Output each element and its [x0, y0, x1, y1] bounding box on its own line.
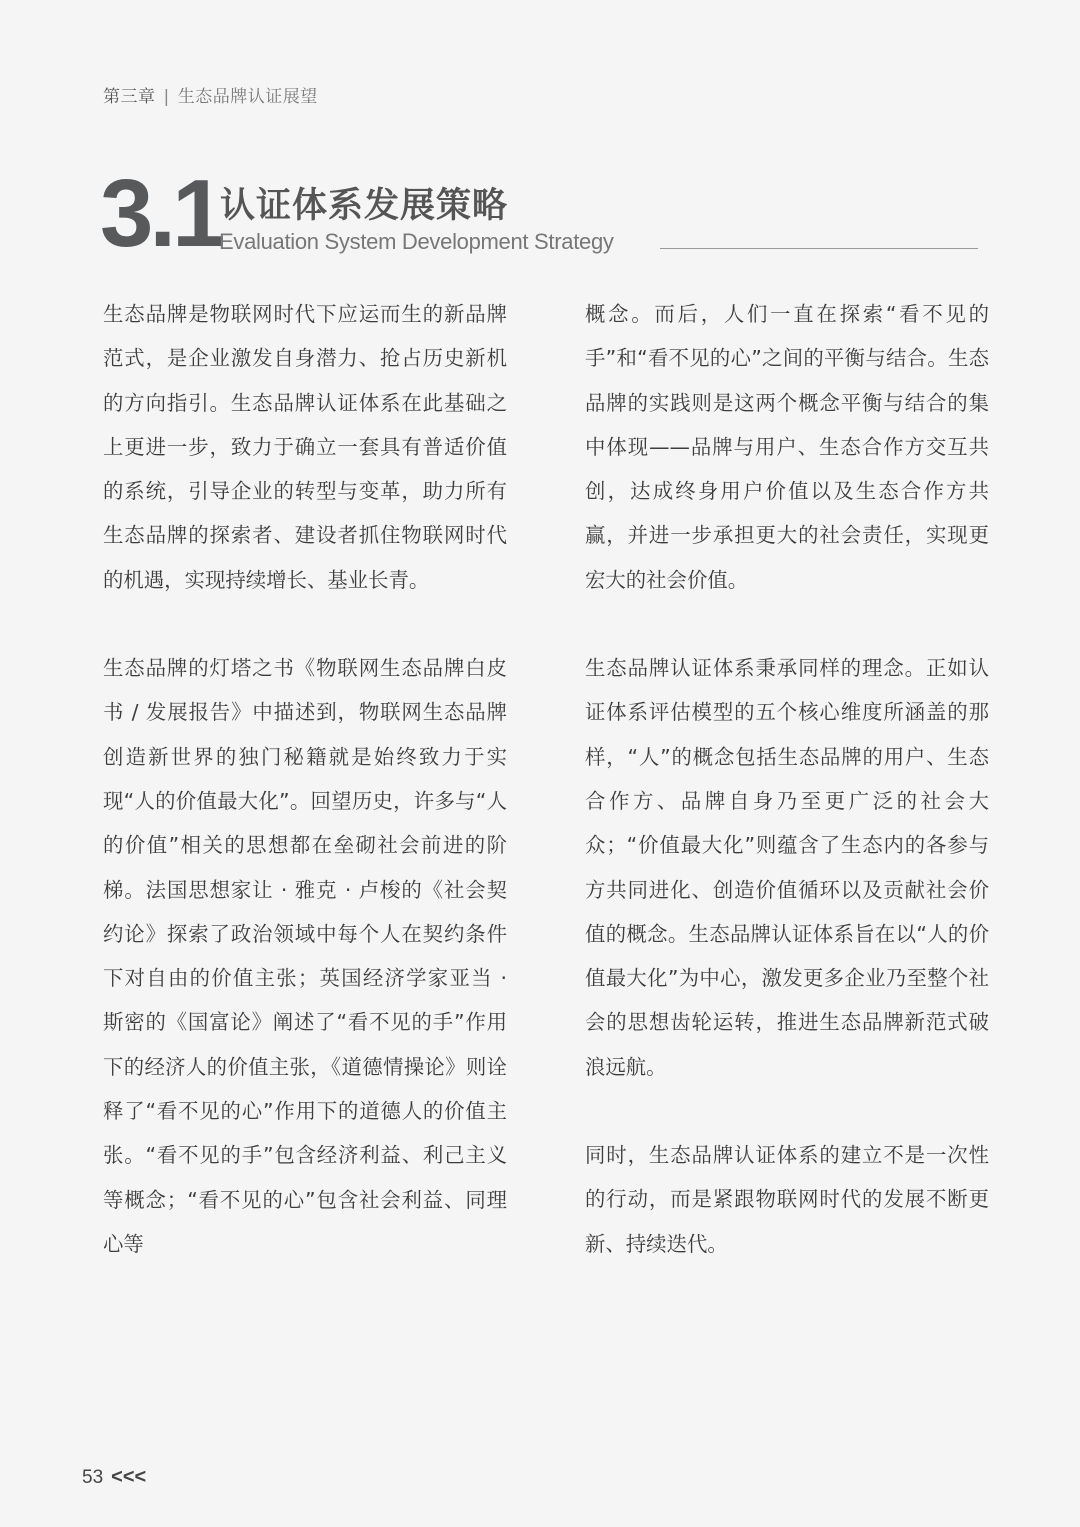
header-separator: | — [163, 87, 170, 107]
section-number: 3.1 — [100, 160, 222, 267]
paragraph: 同时，生态品牌认证体系的建立不是一次性的行动，而是紧跟物联网时代的发展不断更新、持续迭代。 — [585, 1143, 989, 1256]
chapter-topic: 生态品牌认证展望 — [177, 87, 318, 107]
page-footer — [82, 1466, 146, 1489]
title-divider — [660, 248, 978, 249]
paragraph: 生态品牌认证体系秉承同样的理念。正如认证体系评估模型的五个核心维度所涵盖的那样，“人”的概念包括生态品牌的用户、生态合作方、品牌自身乃至更广泛的社会大众；“价值最大化”则蕴含了生态内的各参与方共同进化、创造价值循环以及贡献社会价值的概念。生态品牌认证体系旨在以“人的价值最大化”为中心，激发更多企业乃至整个社会的思想齿轮运转，推进生态品牌新范式破浪远航。 — [585, 656, 989, 1079]
left-column — [103, 292, 507, 1310]
chapter-label: 第三章 — [103, 87, 156, 107]
paragraph: 生态品牌的灯塔之书《物联网生态品牌白皮书 / 发展报告》中描述到，物联网生态品牌创造新世界的独门秘籍就是始终致力于实现“人的价值最大化”。回望历史，许多与“人的价值”相关的思想都在垒砌社会前进的阶梯。法国思想家让 · 雅克 · 卢梭的《社会契约论》探索了政治领域中每个人在契约条件下对自由的价值主张；英国经济学家亚当 · 斯密的《国富论》阐述了“看不见的手”作用下的经济人的价值主张，《道德情操论》则诠释了“看不见的心”作用下的道德人的价值主张。“看不见的手”包含经济利益、利己主义等概念；“看不见的心”包含社会利益、同理心等 — [103, 656, 507, 1256]
section-title: 认证体系发展策略 — [220, 186, 509, 226]
back-chevrons-icon[interactable]: <<< — [111, 1466, 147, 1488]
chapter-header — [103, 82, 318, 107]
page-number: 53 — [82, 1467, 104, 1488]
paragraph: 生态品牌是物联网时代下应运而生的新品牌范式，是企业激发自身潜力、抢占历史新机的方向指引。生态品牌认证体系在此基础之上更进一步，致力于确立一套具有普适价值的系统，引导企业的转型与变革，助力所有生态品牌的探索者、建设者抓住物联网时代的机遇，实现持续增长、基业长青。 — [103, 302, 507, 592]
section-subtitle-en: Evaluation System Development Strategy — [219, 229, 614, 254]
right-column — [585, 292, 989, 1310]
paragraph: 概念。而后，人们一直在探索“看不见的手”和“看不见的心”之间的平衡与结合。生态品牌的实践则是这两个概念平衡与结合的集中体现——品牌与用户、生态合作方交互共创，达成终身用户价值以及生态合作方共赢，并进一步承担更大的社会责任，实现更宏大的社会价值。 — [585, 302, 989, 592]
